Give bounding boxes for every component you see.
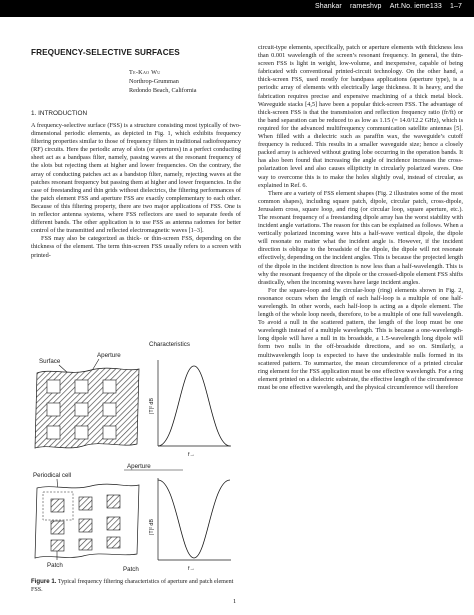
running-head-pages: 1–7 xyxy=(450,3,462,10)
paragraph: There are a variety of FSS element shapes (Fig. 2 illustrates some of the most common shapes), including square patch, dipole, circular patch, cross-dipole, Jerusalem cross, square loop, and ring (or circular loop, square aperture, etc.). The resonant frequency of a freestanding dipole array has the worst stability with incident angle variations. The reason for this can be explained as follows. When a vertically polarized incoming wave hits a half-wave vertical dipole, the dipole will resonate no matter what the incident angle is. However, if the incident direction is oblique to the broadside of the dipole, the dipole will not resonate effectively, depending on the incident angles. This is because the projected length of the dipole in the incident direction is now less than a half-wavelength. This is why the resonant frequency of the dipole or the crossed-dipole element FSS shifts drastically, when the incoming waves have large incident angles. xyxy=(258,189,463,286)
running-head-filename: rameshvp xyxy=(350,3,382,10)
x-axis-label: f→ xyxy=(188,452,195,458)
figure-caption xyxy=(31,578,241,594)
figure-1 xyxy=(31,340,241,572)
figure-1-diagram xyxy=(31,340,241,572)
running-head-art-no: Art.No. ieme133 xyxy=(389,3,442,10)
y-axis-label-2: |T|² dB xyxy=(149,519,155,535)
caption-text: Typical frequency filtering characteristics of aperture and patch element FSS. xyxy=(31,579,234,593)
paragraph: circuit-type elements, specifically, patch or aperture elements with thickness less than 0.001 wavelength of the screen’s resonant frequency. In general, the thin-screen FSS is light in weight, low-volume, and inexpensive, capable of being fabricated with conventional printed-circuit technology. On the other hand, a thick-screen FSS, used mostly for bandpass applications (aperture type), is a periodic array of elements with electrically large thickness. It is heavy, and the fabrication requires precise and expensive machining of a thick metal block. Waveguide stacks [4,5] have been a popular thick-screen FSS. The advantage of thick-screen FSS is that the transmission and reflection frequency ratio (fr/ft) or the band separation can be reduced to as low as 1.15 (= 14.0/12.2 GHz), which is required for the advanced multifrequency communication satellite antennas [5]. When filled with a dielectric such as paraffin wax, the waveguide’s cutoff frequency is reduced. This results in a smaller waveguide size; hence a closely packed array is achieved without grating lobe occurring in the operation bands. It has also been found that increasing the angle of incidence increases the cross-polarization level and also causes ellipticity in circularly polarized waves. One way to overcome this is to make the holes slightly oval, instead of circular, as explained in Ref. 6. xyxy=(258,44,463,189)
author-name: Te-Kao Wu xyxy=(129,69,161,76)
running-head xyxy=(0,0,474,17)
patch-elements xyxy=(51,495,120,551)
aperture-label: Aperture xyxy=(97,352,121,359)
paragraph: For the square-loop and the circular-loop (ring) elements shown in Fig. 2, resonance occurs when the length of each half-loop is a multiple of one half-wavelength. In other words, each half-loop is acting as a dipole element. The length of the whole loop needs, therefore, to be a multiple of one full wavelength. To avoid a null in the scattered pattern, the length of the loop must be one wavelength instead of a multiple wavelength. This is because a one-wavelength-long dipole will have a null in its broadside, a 1.5-wavelength long dipole will form two nulls in the off-broadside directions, and so on. Similarly, a multiwavelength loop is expected to have the undesirable nulls formed in its scattered pattern. To summarize, the mean circumference of a printed circular ring element for the FSS application must be one effective wavelength. For a ring element printed on a dielectric substrate, the effective length of the circumference must be one effective wavelength, and the physical circumference will therefore xyxy=(258,286,463,391)
y-axis-label: |T|² dB xyxy=(149,398,155,414)
page-number: 1 xyxy=(233,598,237,605)
aperture-label-2: Aperture xyxy=(127,463,151,470)
bandpass-plot xyxy=(149,360,231,458)
running-head-text xyxy=(315,3,462,10)
running-head-author: Shankar xyxy=(315,3,342,10)
paragraph: FSS may also be categorized as thick- or thin-screen FSS, depending on the thickness of the element. The term thin-screen FSS usually refers to a screen with printed- xyxy=(31,235,241,259)
left-column xyxy=(31,48,241,260)
author-affiliation: Northrop-Grumman xyxy=(129,78,179,85)
right-column xyxy=(258,44,463,392)
x-axis-label-2: f→ xyxy=(188,566,195,572)
caption-label: Figure 1. xyxy=(31,578,57,585)
section-heading: 1. INTRODUCTION xyxy=(31,110,88,117)
surface-label: Surface xyxy=(39,358,61,365)
bandstop-plot xyxy=(149,478,231,572)
characteristics-label: Characteristics xyxy=(149,341,190,348)
aperture-slots xyxy=(47,380,116,439)
article-title: FREQUENCY-SELECTIVE SURFACES xyxy=(31,48,180,57)
patch-label: Patch xyxy=(47,562,63,569)
periodic-cell-label: Periodical cell xyxy=(33,472,72,479)
paragraph: A frequency-selective surface (FSS) is a structure consisting most typically of two-dimensional periodic elements, as depicted in Fig. 1, which exhibits frequency filtering properties similar to those of frequency filters in traditional radiofrequency (RF) circuits. Here the periodic array of slots (or apertures) in a perfect conducting sheet act as a bandpass filter, namely, passing waves at the resonant frequency of the slots but rejecting them at higher and lower frequencies. On the contrary, the array of conducting patches act as a bandstop filter, namely, rejecting waves at the patches resonant frequency but passing them at higher and lower frequencies. In the case of freestanding and thin grids without dielectrics, the filtering performances of the patch element FSS and aperture FSS are exactly complementary to each other. Because of this filtering property, there are two major applications of FSS. One is in reflector antenna systems, where FSS reflectors are used to separate feeds of different bands. The other application is to use FSS as antenna radomes for better control of the transmitted and reflected electromagnetic waves [1–3]. xyxy=(31,122,241,235)
author-location: Redondo Beach, California xyxy=(129,87,197,94)
author-block xyxy=(129,68,241,95)
patch-label-2: Patch xyxy=(123,566,139,573)
